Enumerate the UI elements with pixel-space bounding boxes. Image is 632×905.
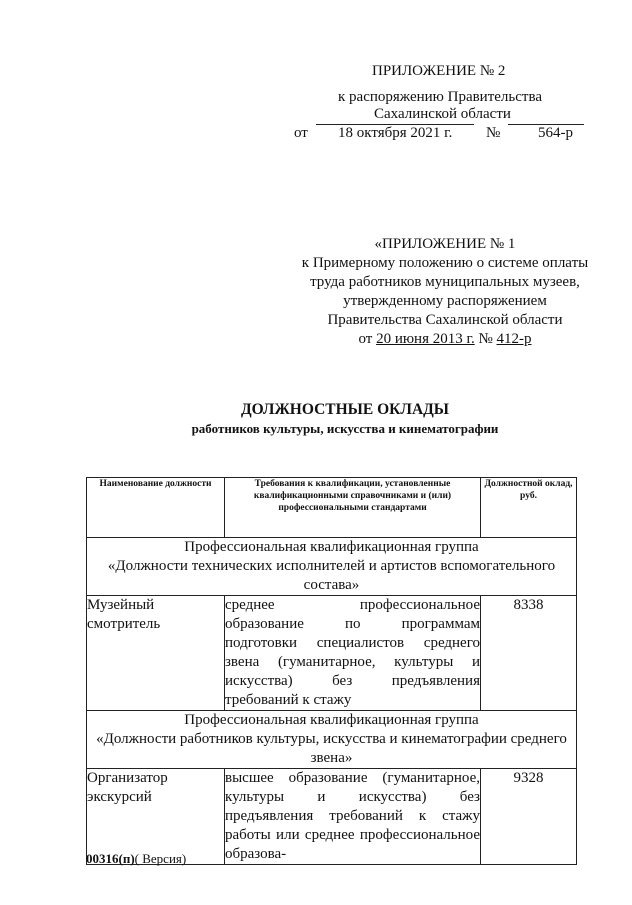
annex2-number: 564-р <box>538 125 573 141</box>
annex2-num-label: № <box>486 125 501 141</box>
annex2-line2: Сахалинской области <box>374 106 511 122</box>
annex1-date: 20 июня 2013 г. <box>376 331 475 347</box>
annex2-from-label: от <box>294 125 308 141</box>
row1-position: Музейный смотритель <box>87 596 225 711</box>
group1-line2: «Должности технических исполнителей и артистов вспомогательного состава» <box>107 558 556 593</box>
annex1-line1: к Примерному положению о системе оплаты <box>301 255 589 271</box>
annex1-number: 412-р <box>496 331 532 347</box>
group2-line1: Профессиональная квалификационная группа <box>184 712 479 728</box>
group-row <box>87 538 577 596</box>
annex1-title: «ПРИЛОЖЕНИЕ № 1 <box>374 236 516 252</box>
group2-line2: «Должности работников культуры, искусства и кинематографии среднего звена» <box>96 731 567 766</box>
footer-version: ( Версия) <box>134 851 187 866</box>
row1-salary: 8338 <box>481 596 577 711</box>
annex1-line3: утвержденному распоряжением <box>343 293 547 309</box>
annex1-num-label: № <box>478 331 493 347</box>
annex2-date: 18 октября 2021 г. <box>338 125 453 141</box>
header-salary: Должностной оклад, руб. <box>481 478 577 538</box>
annex2-date-row <box>294 124 594 146</box>
group-row <box>87 711 577 769</box>
header-position: Наименование должности <box>87 478 225 538</box>
annex2-line1: к распоряжению Правительства <box>338 89 543 105</box>
table-row <box>87 596 577 711</box>
footer-code: 00316(п) <box>86 851 135 866</box>
heading-block <box>0 400 632 438</box>
table-header-row <box>87 478 577 538</box>
annex1-date-row <box>290 330 600 349</box>
salary-table <box>86 477 577 865</box>
annex2-title: ПРИЛОЖЕНИЕ № 2 <box>372 63 506 79</box>
annex1-block <box>290 235 600 349</box>
row2-requirements: высшее образование (гуманитарное, культуры и искусства) без предъявления требований к стажу работы или среднее профессиональное образова- <box>225 769 481 865</box>
group2-cell <box>87 711 577 769</box>
group1-cell <box>87 538 577 596</box>
heading-subtitle: работников культуры, искусства и кинематографии <box>191 421 499 436</box>
header-requirements: Требования к квалификации, установленные квалификационными справочниками и (или) профессиональными стандартами <box>225 478 481 538</box>
row1-requirements: среднее профессиональное образование по программам подготовки специалистов среднего звена (гуманитарное, культуры и искусства) без предъявления требований к стажу <box>225 596 481 711</box>
annex1-from-label: от <box>358 331 373 347</box>
footer <box>86 851 186 867</box>
annex1-line2: труда работников муниципальных музеев, <box>310 274 580 290</box>
row2-salary: 9328 <box>481 769 577 865</box>
group1-line1: Профессиональная квалификационная группа <box>184 539 479 555</box>
row2-position: Организатор экскурсий <box>87 769 225 865</box>
annex1-line4: Правительства Сахалинской области <box>327 312 563 328</box>
heading-title: ДОЛЖНОСТНЫЕ ОКЛАДЫ <box>240 401 450 418</box>
